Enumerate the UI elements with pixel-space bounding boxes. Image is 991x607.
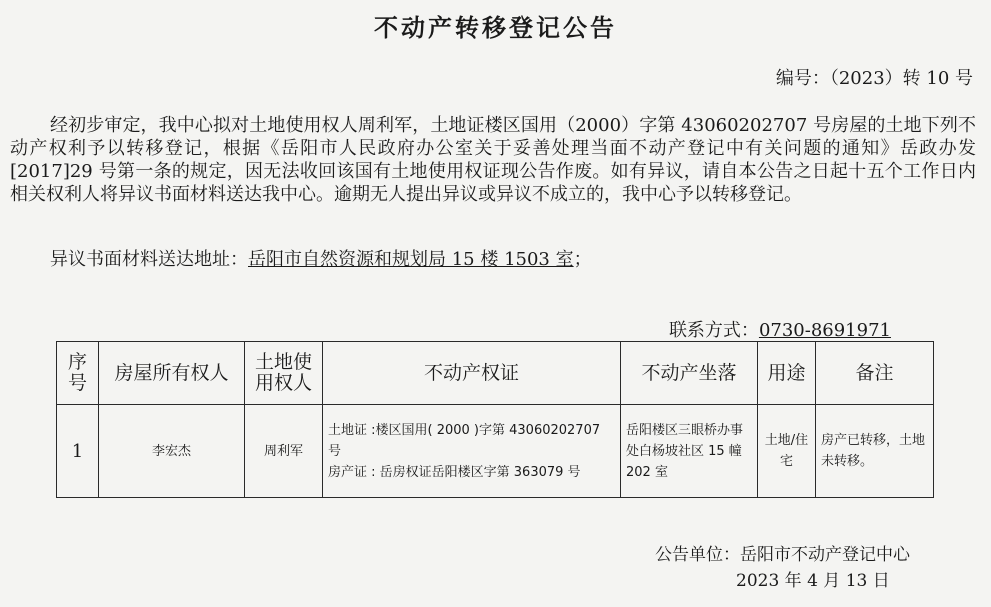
header-use: 用途 bbox=[758, 342, 816, 405]
cell-owner: 李宏杰 bbox=[99, 405, 245, 498]
issuing-org: 岳阳市不动产登记中心 bbox=[740, 545, 910, 565]
issuing-label: 公告单位： bbox=[655, 545, 740, 565]
cell-location: 岳阳楼区三眼桥办事处白杨坡社区 15 幢 202 室 bbox=[621, 405, 758, 498]
table-header-row bbox=[57, 342, 934, 405]
cell-remark: 房产已转移，土地未转移。 bbox=[816, 405, 934, 498]
notice-body: 经初步审定，我中心拟对土地使用权人周利军，土地证楼区国用（2000）字第 43060202707 号房屋的土地下列不动产权利予以转移登记，根据《岳阳市人民政府办公室关于妥善处理当面不动产登记中有关问题的通知》岳政办发[2017]29 号第一条的规定，因无法收回该国有土地使用权证现公告作废。如有异议，请自本公告之日起十五个工作日内相关权利人将异议书面材料送达我中心。逾期无人提出异议或异议不成立的，我中心予以转移登记。 bbox=[10, 115, 976, 205]
house-cert: 房产证 : 岳房权证岳阳楼区字第 363079 号 bbox=[328, 464, 581, 480]
header-land-user: 土地使用权人 bbox=[245, 342, 323, 405]
header-cert: 不动产权证 bbox=[323, 342, 621, 405]
objection-address bbox=[50, 245, 592, 271]
cell-use: 土地/住宅 bbox=[758, 405, 816, 498]
issuing-unit bbox=[655, 540, 910, 565]
table-row bbox=[57, 405, 934, 498]
contact-phone: 0730-8691971 bbox=[758, 320, 891, 341]
contact-info bbox=[669, 316, 891, 342]
contact-label: 联系方式： bbox=[668, 320, 759, 341]
header-no: 序号 bbox=[57, 342, 99, 405]
address-label: 异议书面材料送达地址： bbox=[50, 249, 248, 270]
address-end: ； bbox=[573, 249, 592, 270]
notice-title: 不动产转移登记公告 bbox=[374, 14, 617, 42]
registration-table bbox=[56, 341, 934, 498]
header-owner: 房屋所有权人 bbox=[99, 342, 245, 405]
header-location: 不动产坐落 bbox=[621, 342, 758, 405]
land-cert: 土地证 :楼区国用( 2000 )字第 43060202707 号 bbox=[328, 422, 601, 459]
cell-no: 1 bbox=[57, 405, 99, 498]
notice-date: 2023 年 4 月 13 日 bbox=[736, 571, 890, 591]
cell-land-user: 周利军 bbox=[245, 405, 323, 498]
cell-cert bbox=[323, 405, 621, 498]
header-remark: 备注 bbox=[816, 342, 934, 405]
document-number: 编号：（2023）转 10 号 bbox=[775, 68, 973, 89]
address-value: 岳阳市自然资源和规划局 15 楼 1503 室 bbox=[248, 249, 574, 270]
